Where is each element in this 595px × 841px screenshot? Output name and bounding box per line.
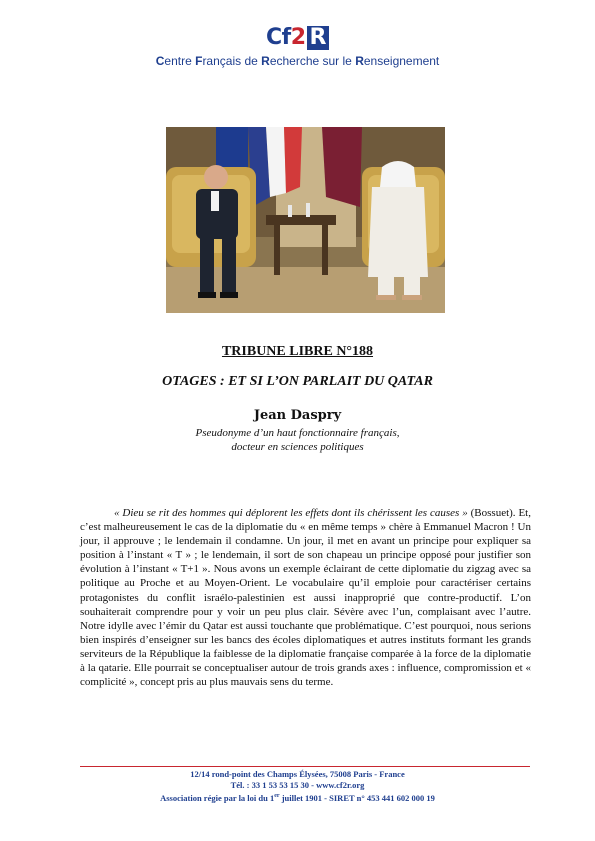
cf2r-logo — [0, 26, 595, 50]
author-desc-line1: Pseudonyme d’un haut fonctionnaire français, — [195, 427, 400, 439]
photo-illustration — [166, 127, 445, 313]
article-photo — [166, 127, 445, 313]
footer-divider — [80, 766, 530, 767]
footer-legal-end: juillet 1901 - SIRET n° 453 441 602 000 19 — [279, 792, 435, 803]
author-description — [0, 426, 595, 454]
organization-name: Centre Français de Recherche sur le Renseignement — [155, 54, 440, 68]
footer-legal-start: Association régie par la loi du 1 — [160, 792, 275, 803]
footer-address: 12/14 rond-point des Champs Élysées, 75008 Paris - France — [190, 769, 405, 779]
footer — [0, 769, 595, 804]
footer-legal — [0, 791, 595, 804]
author-desc-line2: docteur en sciences politiques — [231, 441, 364, 453]
footer-contact: Tél. : 33 1 53 53 15 30 - www.cf2r.org — [230, 780, 365, 790]
tribune-number: TRIBUNE LIBRE N°188 — [221, 344, 374, 359]
author-name: Jean Daspry — [253, 408, 342, 423]
logo-mark: Cf2 R — [266, 26, 329, 50]
article-title: OTAGES : ET SI L’ON PARLAIT DU QATAR — [162, 374, 433, 389]
body-paragraph: (Bossuet). Et, c’est malheureusement le cas de la diplomatie du « en même temps » chère à Emmanuel Macron ! Un jour, il approuve ; le lendemain il condamne. Un jour, il met en avant un principe pour expliquer sa position à l’instant « T » ; le lendemain, il sort de son chapeau un principe opposé pour justifier son évolution à l’instant « T+1 ». Nous avons un exemple éclairant de cette diplomatie du zigzag avec sa politique au Proche et au Moyen-Orient. Le vocabulaire qu’il emploie pour caractériser certains protagonistes du conflit israélo-palestinien est aussi inapproprié que contre-productif. L’on souhaiterait comprendre pour y voir un peu plus clair. Sévère avec l’un, complaisant avec l’autre. Notre idylle avec l’émir du Qatar est aussi touchante que problématique. C’est pourquoi, nous serions bien inspirés d’enseigner sur les bancs des écoles diplomatiques et autres instituts formant les grands serviteurs de la République la faiblesse de la diplomatie française comparée à la force de la diplomatie à la qatarie. Elle pourrait se conceptualiser autour de trois grands axes : influence, compromission et « complicité », concept pris au plus mauvais sens du terme. — [80, 507, 531, 689]
footer-legal-sup: er — [274, 793, 280, 799]
article-body — [80, 506, 531, 689]
opening-quote: « Dieu se rit des hommes qui déplorent les effets dont ils chérissent les causes » — [114, 507, 468, 519]
